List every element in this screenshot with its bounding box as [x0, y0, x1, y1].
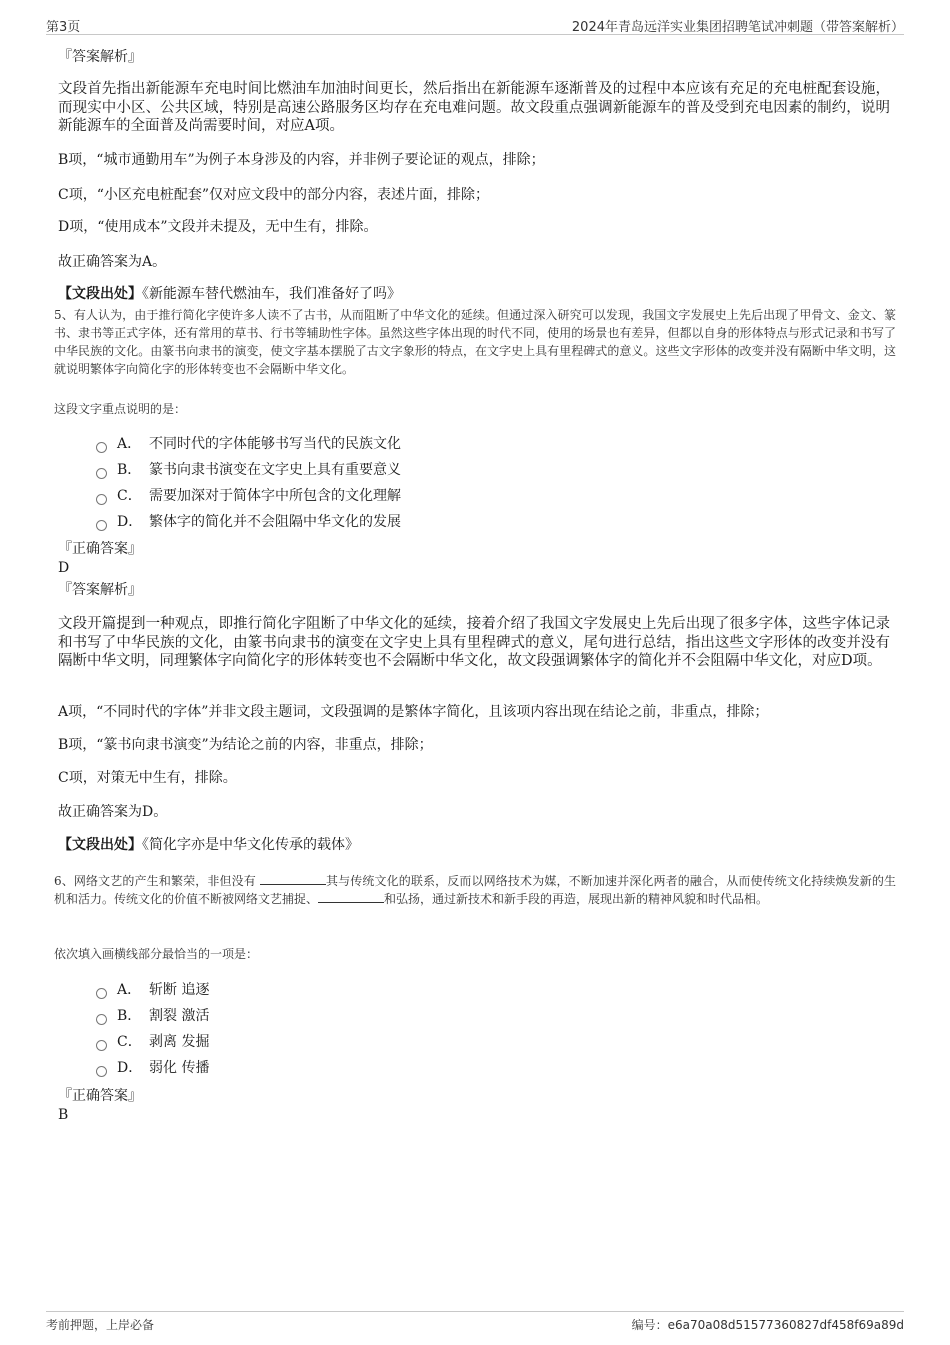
q4-analysis-option-b: B项，“城市通勤用车”为例子本身涉及的内容，并非例子要论证的观点，排除； — [58, 152, 545, 168]
q5-option-b[interactable]: B． 篆书向隶书演变在文字史上具有重要意义 — [96, 457, 696, 483]
q5-options — [96, 431, 696, 535]
fill-blank-2 — [318, 890, 384, 903]
q4-conclusion: 故正确答案为A。 — [58, 254, 167, 270]
radio-icon[interactable] — [96, 1040, 107, 1051]
q6-option-c[interactable]: C． 剥离 发掘 — [96, 1029, 696, 1055]
page-header — [46, 14, 904, 35]
q5-answer: D — [58, 560, 70, 576]
q5-analysis-heading: 『答案解析』 — [58, 582, 142, 598]
q5-analysis-option-c: C项，对策无中生有，排除。 — [58, 770, 237, 786]
q6-answer: B — [58, 1107, 69, 1123]
q6-prompt: 依次填入画横线部分最恰当的一项是： — [54, 947, 259, 961]
q5-analysis-lead: 文段开篇提到一种观点，即推行简化字阻断了中华文化的延续，接着介绍了我国文字发展史上先后出现了很多字体，这些字体记录和书写了中华民族的文化，由篆书向隶书的演变在文字史上具有里程碑式的意义，尾句进行总结，指出这些文字形体的改变并没有隔断中华文明，同理繁体字向简化字的形体转变也不会隔断中华文化，故文段强调繁体字的简化并不会阻隔中华文化，对应D项。 — [58, 616, 890, 669]
q5-conclusion: 故正确答案为D。 — [58, 804, 168, 820]
q6-question: 6、网络文艺的产生和繁荣，非但没有 其与传统文化的联系，反而以网络技术为媒，不断加速并深化两者的融合，从而使传统文化持续焕发新的生机和活力。传统文化的价值不断被网络文艺捕捉、 和弘扬，通过新技术和新手段的再造，展现出新的精神风貌和时代品相。 — [54, 874, 896, 906]
q4-source-title: 《新能源车替代燃油车，我们准备好了吗》 — [142, 286, 401, 302]
page-number: 第3页 — [46, 20, 81, 35]
radio-icon[interactable] — [96, 1014, 107, 1025]
q6-option-b[interactable]: B． 割裂 激活 — [96, 1003, 696, 1029]
radio-icon[interactable] — [96, 442, 107, 453]
q5-source-label: 【文段出处】 — [58, 837, 142, 853]
q4-source — [58, 285, 890, 303]
page-footer — [46, 1311, 904, 1332]
q5-option-c[interactable]: C． 需要加深对于简体字中所包含的文化理解 — [96, 483, 696, 509]
q6-options — [96, 977, 696, 1081]
radio-icon[interactable] — [96, 1066, 107, 1077]
q4-analysis-option-d: D项，“使用成本”文段并未提及，无中生有，排除。 — [58, 219, 378, 235]
q5-option-d[interactable]: D． 繁体字的简化并不会阻隔中华文化的发展 — [96, 509, 696, 535]
q5-analysis-option-a: A项，“不同时代的字体”并非文段主题词，文段强调的是繁体字简化，且该项内容出现在结论之前，非重点，排除； — [58, 704, 769, 720]
q5-answer-heading: 『正确答案』 — [58, 541, 142, 557]
document-title: 2024年青岛远洋实业集团招聘笔试冲刺题（带答案解析） — [571, 20, 904, 35]
radio-icon[interactable] — [96, 494, 107, 505]
fill-blank-1 — [260, 872, 326, 885]
q4-analysis-lead: 文段首先指出新能源车充电时间比燃油车加油时间更长，然后指出在新能源车逐渐普及的过程中本应该有充足的充电桩配套设施，而现实中小区、公共区域，特别是高速公路服务区均存在充电难问题。故文段重点强调新能源车的普及受到充电因素的制约，说明新能源车的全面普及尚需要时间，对应A项。 — [58, 81, 890, 134]
q5-prompt: 这段文字重点说明的是： — [54, 402, 187, 416]
radio-icon[interactable] — [96, 988, 107, 999]
footer-slogan: 考前押题，上岸必备 — [46, 1318, 155, 1332]
q5-option-a[interactable]: A． 不同时代的字体能够书写当代的民族文化 — [96, 431, 696, 457]
q6-answer-heading: 『正确答案』 — [58, 1088, 142, 1104]
q4-source-label: 【文段出处】 — [58, 286, 142, 302]
q5-source — [58, 836, 890, 854]
radio-icon[interactable] — [96, 520, 107, 531]
q4-analysis-option-c: C项，“小区充电桩配套”仅对应文段中的部分内容，表述片面，排除； — [58, 187, 490, 203]
q5-analysis-option-b: B项，“篆书向隶书演变”为结论之前的内容，非重点，排除； — [58, 737, 433, 753]
q5-source-title: 《简化字亦是中华文化传承的载体》 — [142, 837, 359, 853]
radio-icon[interactable] — [96, 468, 107, 479]
q4-analysis-heading: 『答案解析』 — [58, 49, 142, 65]
q6-option-d[interactable]: D． 弱化 传播 — [96, 1055, 696, 1081]
q6-option-a[interactable]: A． 斩断 追逐 — [96, 977, 696, 1003]
q5-question: 5、有人认为，由于推行简化字使许多人读不了古书，从而阻断了中华文化的延续。但通过深入研究可以发现，我国文字发展史上先后出现了甲骨文、金文、篆书、隶书等正式字体，还有常用的草书、行书等辅助性字体。虽然这些字体出现的时代不同，使用的场景也有差异，但都以自身的形体特点与形式记录和书写了中华民族的文化。由篆书向隶书的演变，使文字基本摆脱了古文字象形的特点，在文字史上具有里程碑式的意义。这些文字形体的改变并没有隔断中华文明，这就说明繁体字向简化字的形体转变也不会隔断中华文化。 — [54, 308, 896, 376]
document-id: 编号：e6a70a08d51577360827df458f69a89d — [631, 1318, 904, 1332]
